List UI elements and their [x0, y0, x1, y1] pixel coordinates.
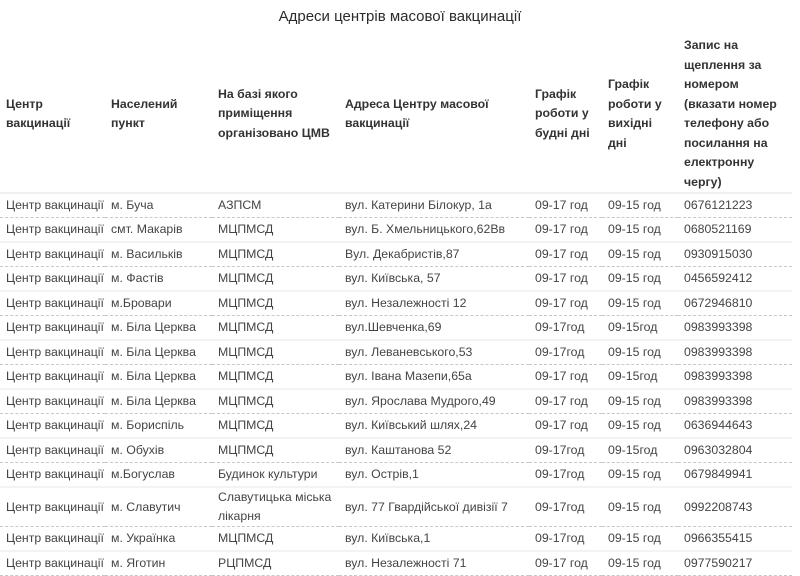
cell-locality: м. Біла Церква: [105, 389, 212, 414]
cell-center: Центр вакцинації: [0, 340, 105, 365]
cell-weekends: 09-15 год: [602, 463, 678, 488]
cell-facility: МЦПМСД: [212, 414, 339, 439]
cell-center: Центр вакцинації: [0, 267, 105, 292]
cell-weekdays: 09-17год: [529, 487, 602, 527]
cell-center: Центр вакцинації: [0, 463, 105, 488]
cell-weekends: 09-15 год: [602, 218, 678, 243]
page-title: Адреси центрів масової вакцинації: [278, 8, 522, 25]
table-row: [0, 218, 792, 243]
header-locality: Населений пункт: [105, 36, 212, 193]
cell-address: вул. 77 Гвардійської дивізії 7: [339, 487, 529, 527]
cell-center: Центр вакцинації: [0, 316, 105, 341]
cell-phone: 0992208743: [678, 487, 792, 527]
cell-weekdays: 09-17год: [529, 438, 602, 463]
table-row: [0, 267, 792, 292]
cell-facility: Будинок культури: [212, 463, 339, 488]
header-facility: На базі якого приміщення організовано ЦМВ: [212, 36, 339, 193]
cell-weekends: 09-15 год: [602, 340, 678, 365]
table-row: [0, 527, 792, 552]
cell-phone: 0983993398: [678, 389, 792, 414]
cell-weekends: 09-15 год: [602, 487, 678, 527]
cell-weekdays: 09-17 год: [529, 267, 602, 292]
cell-phone: 0672946810: [678, 291, 792, 316]
cell-address: вул. Івана Мазепи,65а: [339, 365, 529, 390]
cell-facility: МЦПМСД: [212, 267, 339, 292]
cell-phone: 0983993398: [678, 365, 792, 390]
cell-address: вул. Каштанова 52: [339, 438, 529, 463]
cell-weekends: 09-15 год: [602, 389, 678, 414]
cell-facility: АЗПСМ: [212, 193, 339, 218]
header-row: [0, 36, 792, 193]
cell-phone: 0930915030: [678, 242, 792, 267]
cell-weekdays: 09-17 год: [529, 291, 602, 316]
cell-locality: м. Фастів: [105, 267, 212, 292]
cell-facility: МЦПМСД: [212, 438, 339, 463]
cell-weekdays: 09-17год: [529, 463, 602, 488]
cell-weekdays: 09-17год: [529, 340, 602, 365]
vaccination-centers-table: [0, 36, 792, 576]
cell-phone: 0977590217: [678, 551, 792, 576]
cell-locality: м. Яготин: [105, 551, 212, 576]
cell-weekdays: 09-17 год: [529, 389, 602, 414]
cell-weekdays: 09-17год: [529, 527, 602, 552]
cell-locality: м. Васильків: [105, 242, 212, 267]
cell-locality: м. Біла Церква: [105, 340, 212, 365]
table-row: [0, 340, 792, 365]
table-row: [0, 316, 792, 341]
cell-address: вул. Катерини Білокур, 1а: [339, 193, 529, 218]
table-row: [0, 414, 792, 439]
cell-facility: МЦПМСД: [212, 340, 339, 365]
cell-center: Центр вакцинації: [0, 242, 105, 267]
table-row: [0, 242, 792, 267]
header-address: Адреса Центру масової вакцинації: [339, 36, 529, 193]
cell-locality: м. Славутич: [105, 487, 212, 527]
table-row: [0, 365, 792, 390]
cell-weekends: 09-15год: [602, 365, 678, 390]
cell-phone: 0676121223: [678, 193, 792, 218]
cell-address: вул. Леваневського,53: [339, 340, 529, 365]
cell-weekends: 09-15 год: [602, 414, 678, 439]
cell-address: вул. Б. Хмельницького,62Вв: [339, 218, 529, 243]
cell-locality: м. Обухів: [105, 438, 212, 463]
table-row: [0, 438, 792, 463]
cell-locality: м. Біла Церква: [105, 365, 212, 390]
table-body: [0, 193, 792, 576]
cell-locality: м.Бровари: [105, 291, 212, 316]
cell-facility: МЦПМСД: [212, 365, 339, 390]
header-weekdays: Графік роботи у будні дні: [529, 36, 602, 193]
cell-weekends: 09-15 год: [602, 527, 678, 552]
cell-center: Центр вакцинації: [0, 487, 105, 527]
cell-phone: 0636944643: [678, 414, 792, 439]
cell-locality: м. Буча: [105, 193, 212, 218]
cell-phone: 0966355415: [678, 527, 792, 552]
cell-phone: 0680521169: [678, 218, 792, 243]
cell-locality: м. Бориспіль: [105, 414, 212, 439]
cell-address: Вул. Декабристів,87: [339, 242, 529, 267]
cell-center: Центр вакцинації: [0, 218, 105, 243]
cell-center: Центр вакцинації: [0, 527, 105, 552]
cell-address: вул. Ярослава Мудрого,49: [339, 389, 529, 414]
cell-weekends: 09-15 год: [602, 242, 678, 267]
table-row: [0, 551, 792, 576]
cell-facility: МЦПМСД: [212, 218, 339, 243]
cell-weekends: 09-15 год: [602, 551, 678, 576]
cell-center: Центр вакцинації: [0, 414, 105, 439]
cell-facility: МЦПМСД: [212, 527, 339, 552]
cell-weekends: 09-15 год: [602, 193, 678, 218]
cell-weekdays: 09-17год: [529, 316, 602, 341]
cell-facility: МЦПМСД: [212, 389, 339, 414]
cell-center: Центр вакцинації: [0, 291, 105, 316]
cell-address: вул. Незалежності 12: [339, 291, 529, 316]
cell-weekends: 09-15 год: [602, 267, 678, 292]
cell-facility: МЦПМСД: [212, 291, 339, 316]
header-phone: Запис на щеплення за номером (вказати номер телефону або посилання на електронну чергу): [678, 36, 792, 193]
cell-address: вул. Острів,1: [339, 463, 529, 488]
cell-address: вул.Шевченка,69: [339, 316, 529, 341]
cell-weekdays: 09-17 год: [529, 551, 602, 576]
cell-center: Центр вакцинації: [0, 193, 105, 218]
header-weekends: Графік роботи у вихідні дні: [602, 36, 678, 193]
cell-locality: м. Українка: [105, 527, 212, 552]
cell-weekends: 09-15год: [602, 438, 678, 463]
cell-facility: МЦПМСД: [212, 316, 339, 341]
table-row: [0, 463, 792, 488]
cell-locality: м. Біла Церква: [105, 316, 212, 341]
cell-phone: 0456592412: [678, 267, 792, 292]
cell-weekends: 09-15 год: [602, 291, 678, 316]
cell-weekdays: 09-17 год: [529, 365, 602, 390]
cell-facility: МЦПМСД: [212, 242, 339, 267]
table-row: [0, 193, 792, 218]
cell-facility: РЦПМСД: [212, 551, 339, 576]
cell-address: вул. Незалежності 71: [339, 551, 529, 576]
cell-phone: 0963032804: [678, 438, 792, 463]
cell-weekdays: 09-17 год: [529, 414, 602, 439]
cell-address: вул. Київська, 57: [339, 267, 529, 292]
cell-locality: смт. Макарів: [105, 218, 212, 243]
cell-weekdays: 09-17 год: [529, 218, 602, 243]
cell-locality: м.Богуслав: [105, 463, 212, 488]
table-row: [0, 291, 792, 316]
table-row: [0, 487, 792, 527]
cell-center: Центр вакцинації: [0, 365, 105, 390]
cell-address: вул. Київський шлях,24: [339, 414, 529, 439]
cell-facility: Славутицька міська лікарня: [212, 487, 339, 527]
cell-phone: 0983993398: [678, 316, 792, 341]
cell-weekdays: 09-17 год: [529, 242, 602, 267]
cell-weekdays: 09-17 год: [529, 193, 602, 218]
cell-phone: 0983993398: [678, 340, 792, 365]
table-header: [0, 36, 792, 193]
cell-address: вул. Київська,1: [339, 527, 529, 552]
table-row: [0, 389, 792, 414]
cell-center: Центр вакцинації: [0, 389, 105, 414]
cell-phone: 0679849941: [678, 463, 792, 488]
cell-center: Центр вакцинації: [0, 438, 105, 463]
cell-weekends: 09-15год: [602, 316, 678, 341]
header-center: Центр вакцинації: [0, 36, 105, 193]
cell-center: Центр вакцинації: [0, 551, 105, 576]
